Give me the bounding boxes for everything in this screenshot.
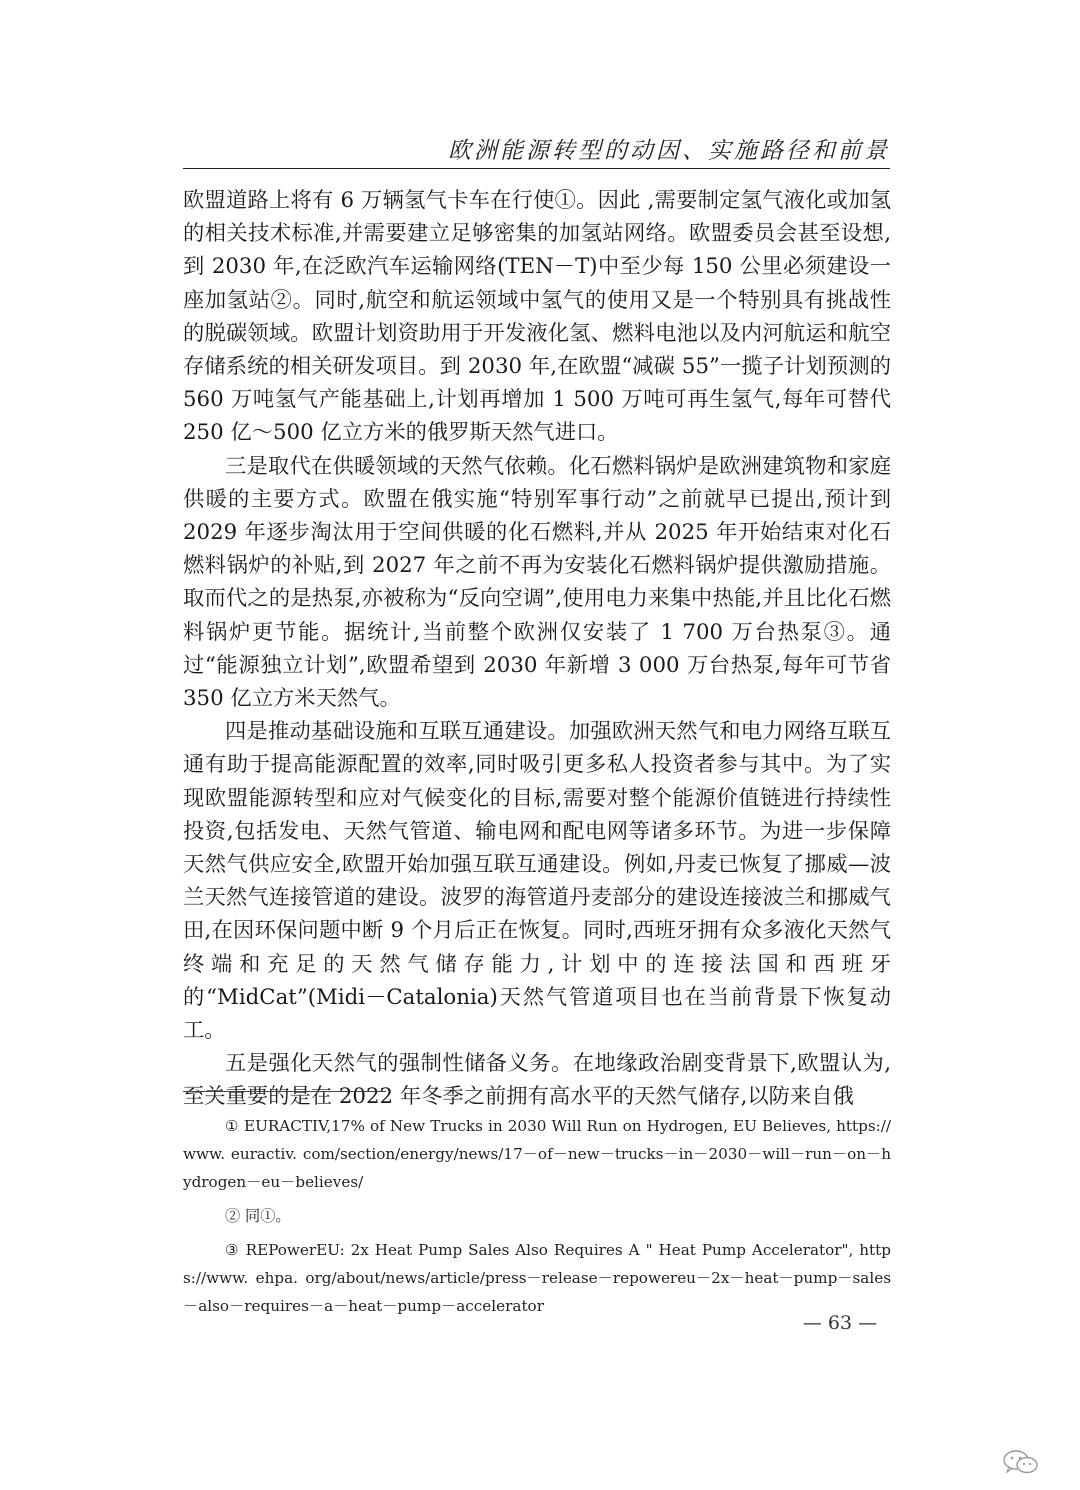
footnote-divider	[183, 1091, 386, 1092]
body-text	[183, 184, 891, 1114]
paragraph-gas-reserve: 五是强化天然气的强制性储备义务。在地缘政治剧变背景下,欧盟认为,至关重要的是在 2022 年冬季之前拥有高水平的天然气储存,以防来自俄	[183, 1051, 891, 1110]
footnote-2: ② 同①。	[225, 1207, 291, 1225]
footnotes	[183, 1112, 891, 1320]
paragraph-heating: 三是取代在供暖领域的天然气依赖。化石燃料锅炉是欧洲建筑物和家庭供暖的主要方式。欧盟在俄实施“特别军事行动”之前就早已提出,预计到 2029 年逐步淘汰用于空间供暖的化石燃料,并从 2025 年开始结束对化石燃料锅炉的补贴,到 2027 年之前不再为安装化石燃料锅炉提供激励措施。取而代之的是热泵,亦被称为“反向空调”,使用电力来集中热能,并且比化石燃料锅炉更节能。据统计,当前整个欧洲仅安装了 1 700 万台热泵③。通过“能源独立计划”,欧盟希望到 2030 年新增 3 000 万台热泵,每年可节省 350 亿立方米天然气。	[183, 453, 891, 712]
paragraph-infrastructure: 四是推动基础设施和互联互通建设。加强欧洲天然气和电力网络互联互通有助于提高能源配置的效率,同时吸引更多私人投资者参与其中。为了实现欧盟能源转型和应对气候变化的目标,需要对整个能源价值链进行持续性投资,包括发电、天然气管道、输电网和配电网等诸多环节。为进一步保障天然气供应安全,欧盟开始加强互联互通建设。例如,丹麦已恢复了挪威—波兰天然气连接管道的建设。波罗的海管道丹麦部分的建设连接波兰和挪威气田,在因环保问题中断 9 个月后正在恢复。同时,西班牙拥有众多液化天然气终端和充足的天然气储存能力,计划中的连接法国和西班牙的“MidCat”(Midi－Catalonia)天然气管道项目也在当前背景下恢复动工。	[183, 719, 891, 1044]
paragraph-continued: 欧盟道路上将有 6 万辆氢气卡车在行使①。因此 ,需要制定氢气液化或加氢的相关技术标准,并需要建立足够密集的加氢站网络。欧盟委员会甚至设想,到 2030 年,在泛欧汽车运输网络(TEN－T)中至少每 150 公里必须建设一座加氢站②。同时,航空和航运领域中氢气的使用又是一个特别具有挑战性的脱碳领域。欧盟计划资助用于开发液化氢、燃料电池以及内河航运和航空存储系统的相关研发项目。到 2030 年,在欧盟“减碳 55”一揽子计划预测的 560 万吨氢气产能基础上,计划再增加 1 500 万吨可再生氢气,每年可替代 250 亿～500 亿立方米的俄罗斯天然气进口。	[183, 188, 891, 446]
running-title: 欧洲能源转型的动因、实施路径和前景	[448, 138, 890, 164]
running-header	[183, 128, 890, 169]
page-number: — 63 —	[802, 1312, 878, 1334]
footnote-1: ① EURACTIV,17% of New Trucks in 2030 Will Run on Hydrogen, EU Believes, https://www. euractiv. com/section/energy/news/17－of－new－trucks－in－2030－will－run－on－hydrogen－eu－believes/	[183, 1117, 891, 1191]
wechat-logo-icon	[1000, 1448, 1042, 1476]
footnote-3: ③ REPowerEU: 2x Heat Pump Sales Also Requires A " Heat Pump Accelerator", https://www. ehpa. org/about/news/article/press－release－repowereu－2x－heat－pump－sales－also－requires－a－heat－pump－accelerator	[183, 1241, 891, 1315]
